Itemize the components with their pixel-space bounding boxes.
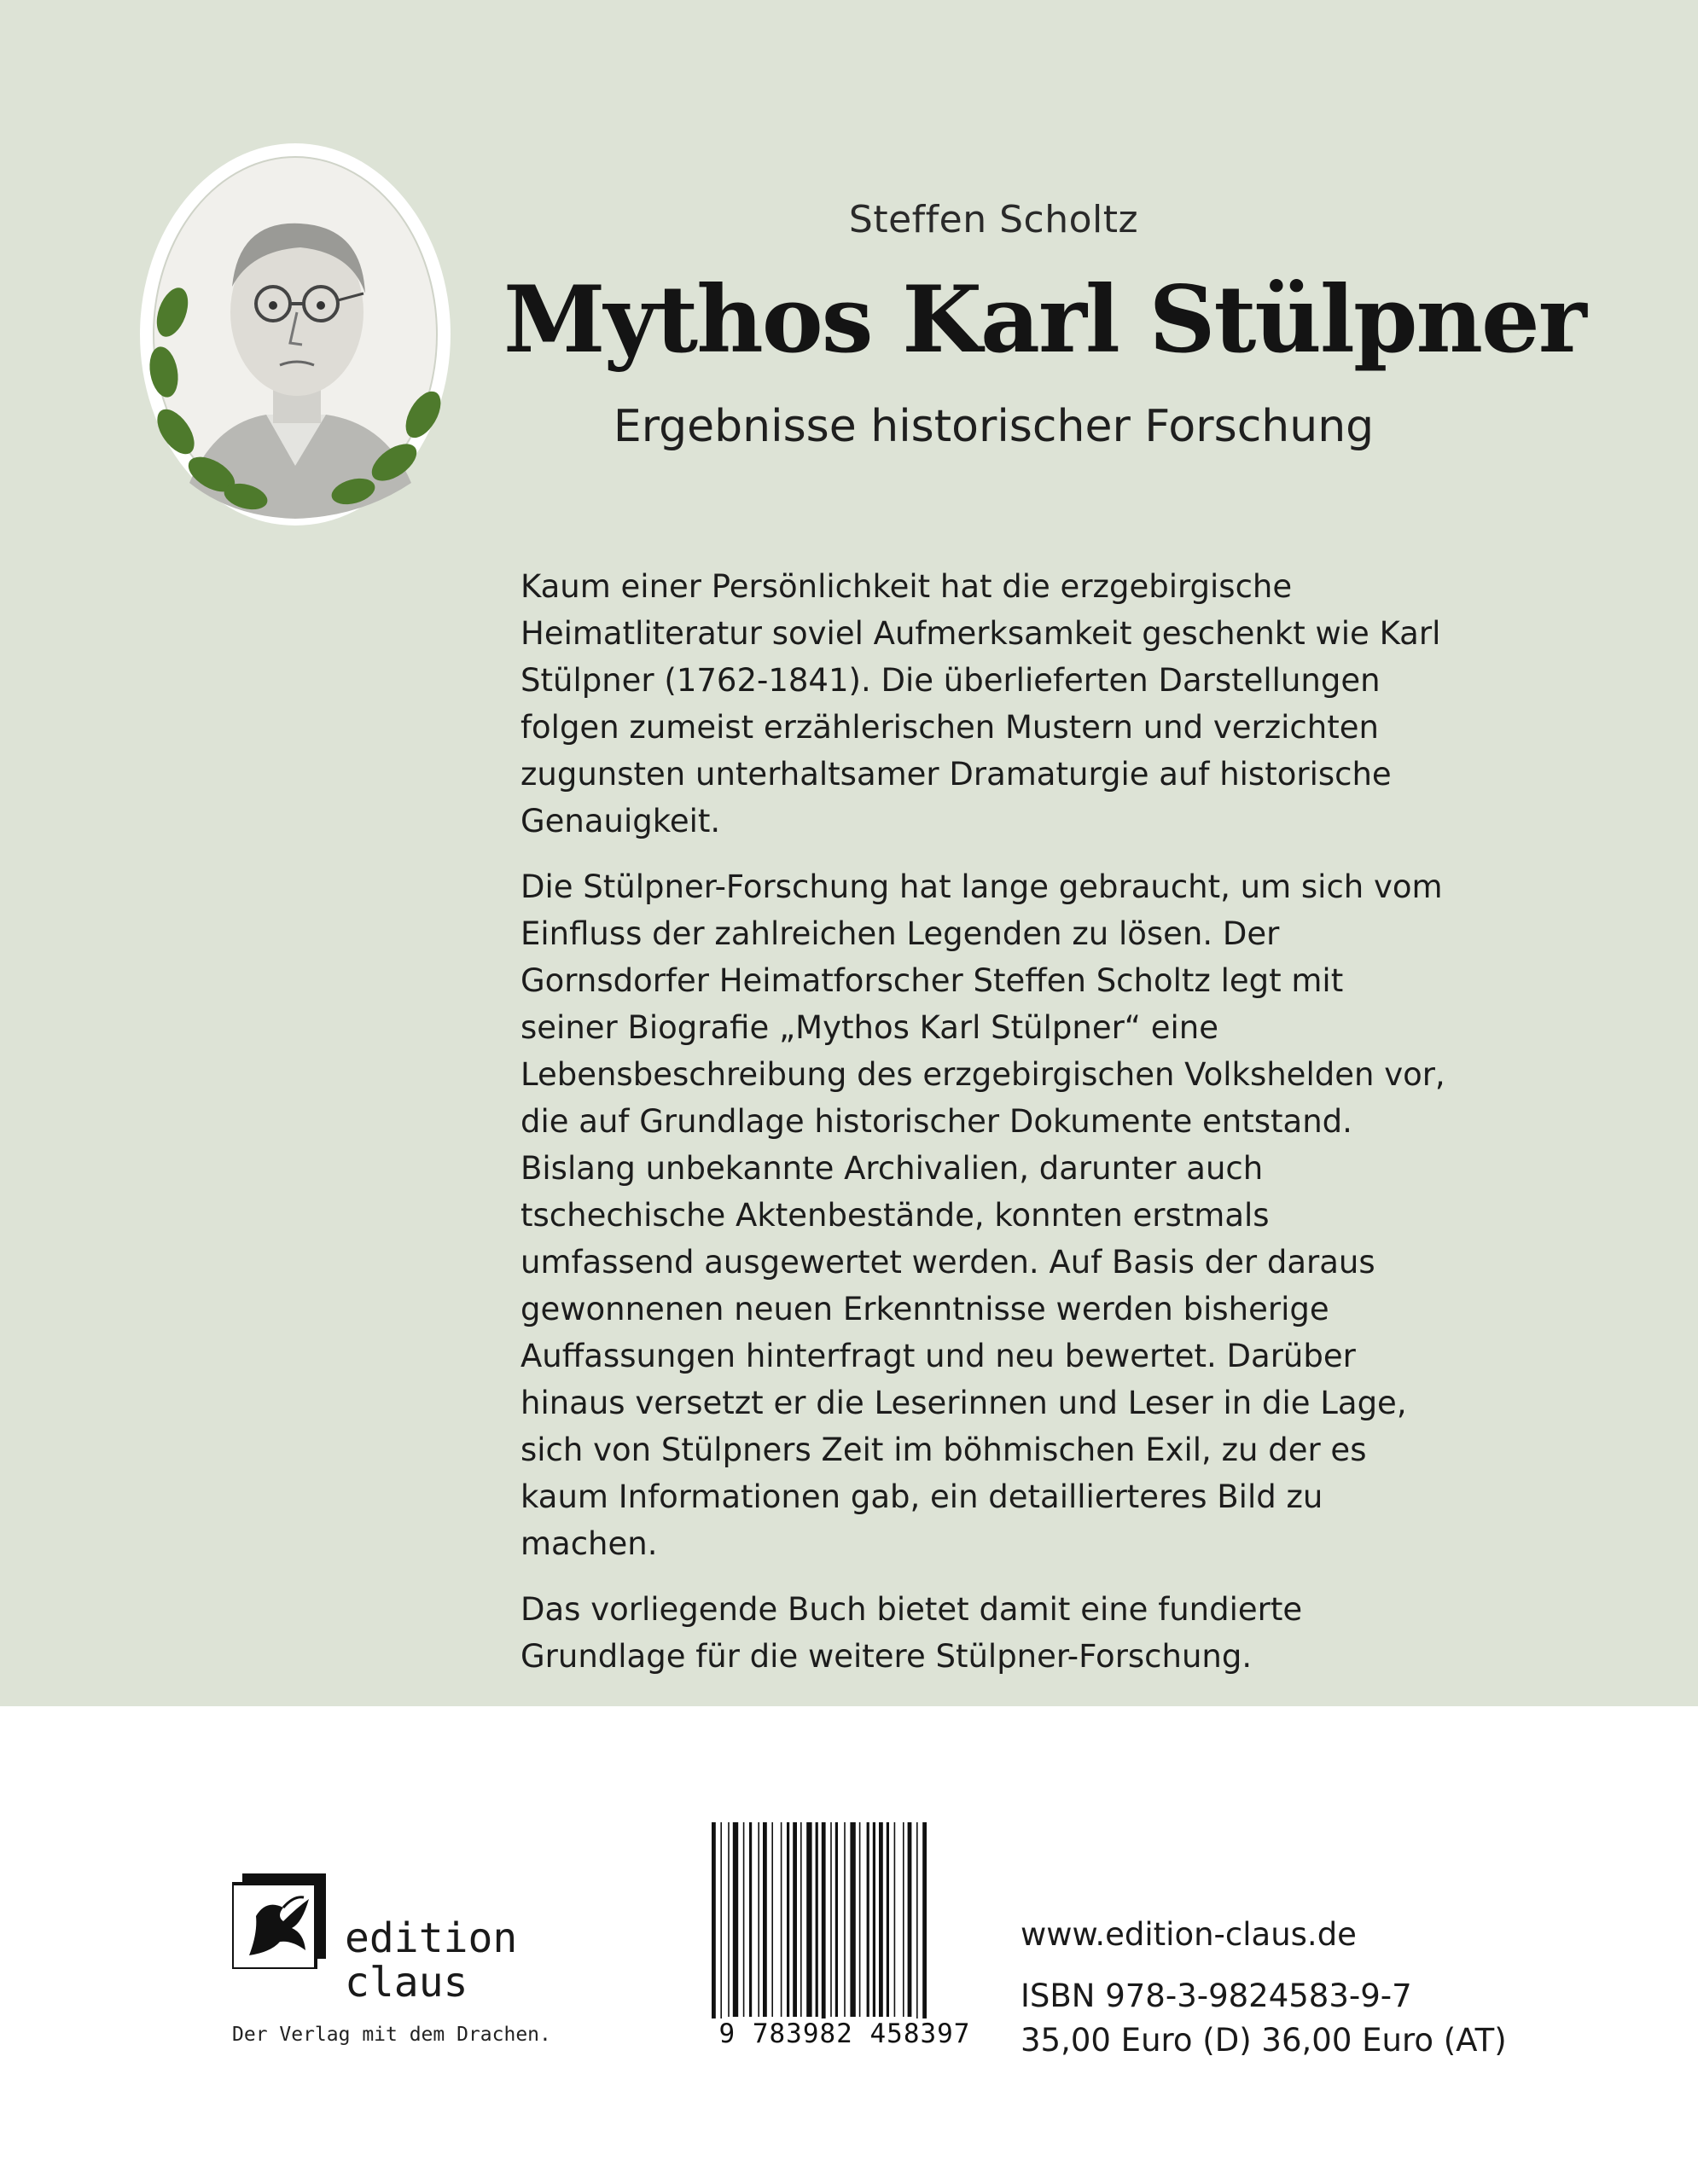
blurb-paragraph-3: Das vorliegende Buch bietet damit eine fundierte Grundlage für die weitere Stülpner-Forschung. (520, 1591, 1303, 1675)
barcode-digits: 9 783982 458397 (708, 2018, 981, 2049)
author-name: Steffen Scholtz (848, 198, 1139, 241)
publisher-tagline: Der Verlag mit dem Drachen. (232, 2024, 551, 2046)
blurb-paragraph-2: Die Stülpner-Forschung hat lange gebraucht, um sich vom Einfluss der zahlreichen Legenden zu lösen. Der Gornsdorfer Heimatforscher Steffen Scholtz legt mit seiner Biografie „Mythos Karl Stülpner“ eine Lebensbeschreibung des erzgebirgischen Volkshelden vor, die auf Grundlage historischer Dokumente entstand. Bislang unbekannte Archivalien, darunter auch tschechische Aktenbestände, konnten erstmals umfassend ausgewertet werden. Auf Basis der daraus gewonnenen neuen Erkenntnisse werden bisherige Auffassungen hinterfragt und neu bewertet. Darüber hinaus versetzt er die Leserinnen und Leser in die Lage, sich von Stülpners Zeit im böhmischen Exil, zu der es kaum Informationen gab, ein detaillierteres Bild zu machen. (520, 868, 1445, 1562)
publisher-name-line1: edition (345, 1914, 518, 1962)
publisher-logo (232, 1873, 326, 1969)
price-info: 35,00 Euro (D) 36,00 Euro (AT) (1021, 2022, 1507, 2059)
portrait-medallion (138, 142, 452, 527)
isbn-number: ISBN 978-3-9824583-9-7 (1021, 1978, 1412, 2014)
publisher-website: www.edition-claus.de (1021, 1916, 1357, 1953)
book-title: Mythos Karl Stülpner (503, 266, 1585, 374)
blurb-paragraph-1: Kaum einer Persönlichkeit hat die erzgebirgische Heimatliteratur soviel Aufmerksamkeit geschenkt wie Karl Stülpner (1762-1841). Die überlieferten Darstellungen folgen zumeist erzählerischen Mustern und verzichten zugunsten unterhaltsamer Dramaturgie auf historische Genauigkeit. (520, 568, 1441, 839)
portrait-icon (138, 142, 452, 527)
book-subtitle: Ergebnisse historischer Forschung (613, 401, 1375, 452)
dragon-icon (232, 1873, 326, 1969)
barcode (708, 1822, 981, 2044)
barcode-icon (708, 1822, 981, 2044)
blurb-text (520, 563, 1446, 1699)
publisher-name-line2: claus (345, 1959, 468, 2007)
